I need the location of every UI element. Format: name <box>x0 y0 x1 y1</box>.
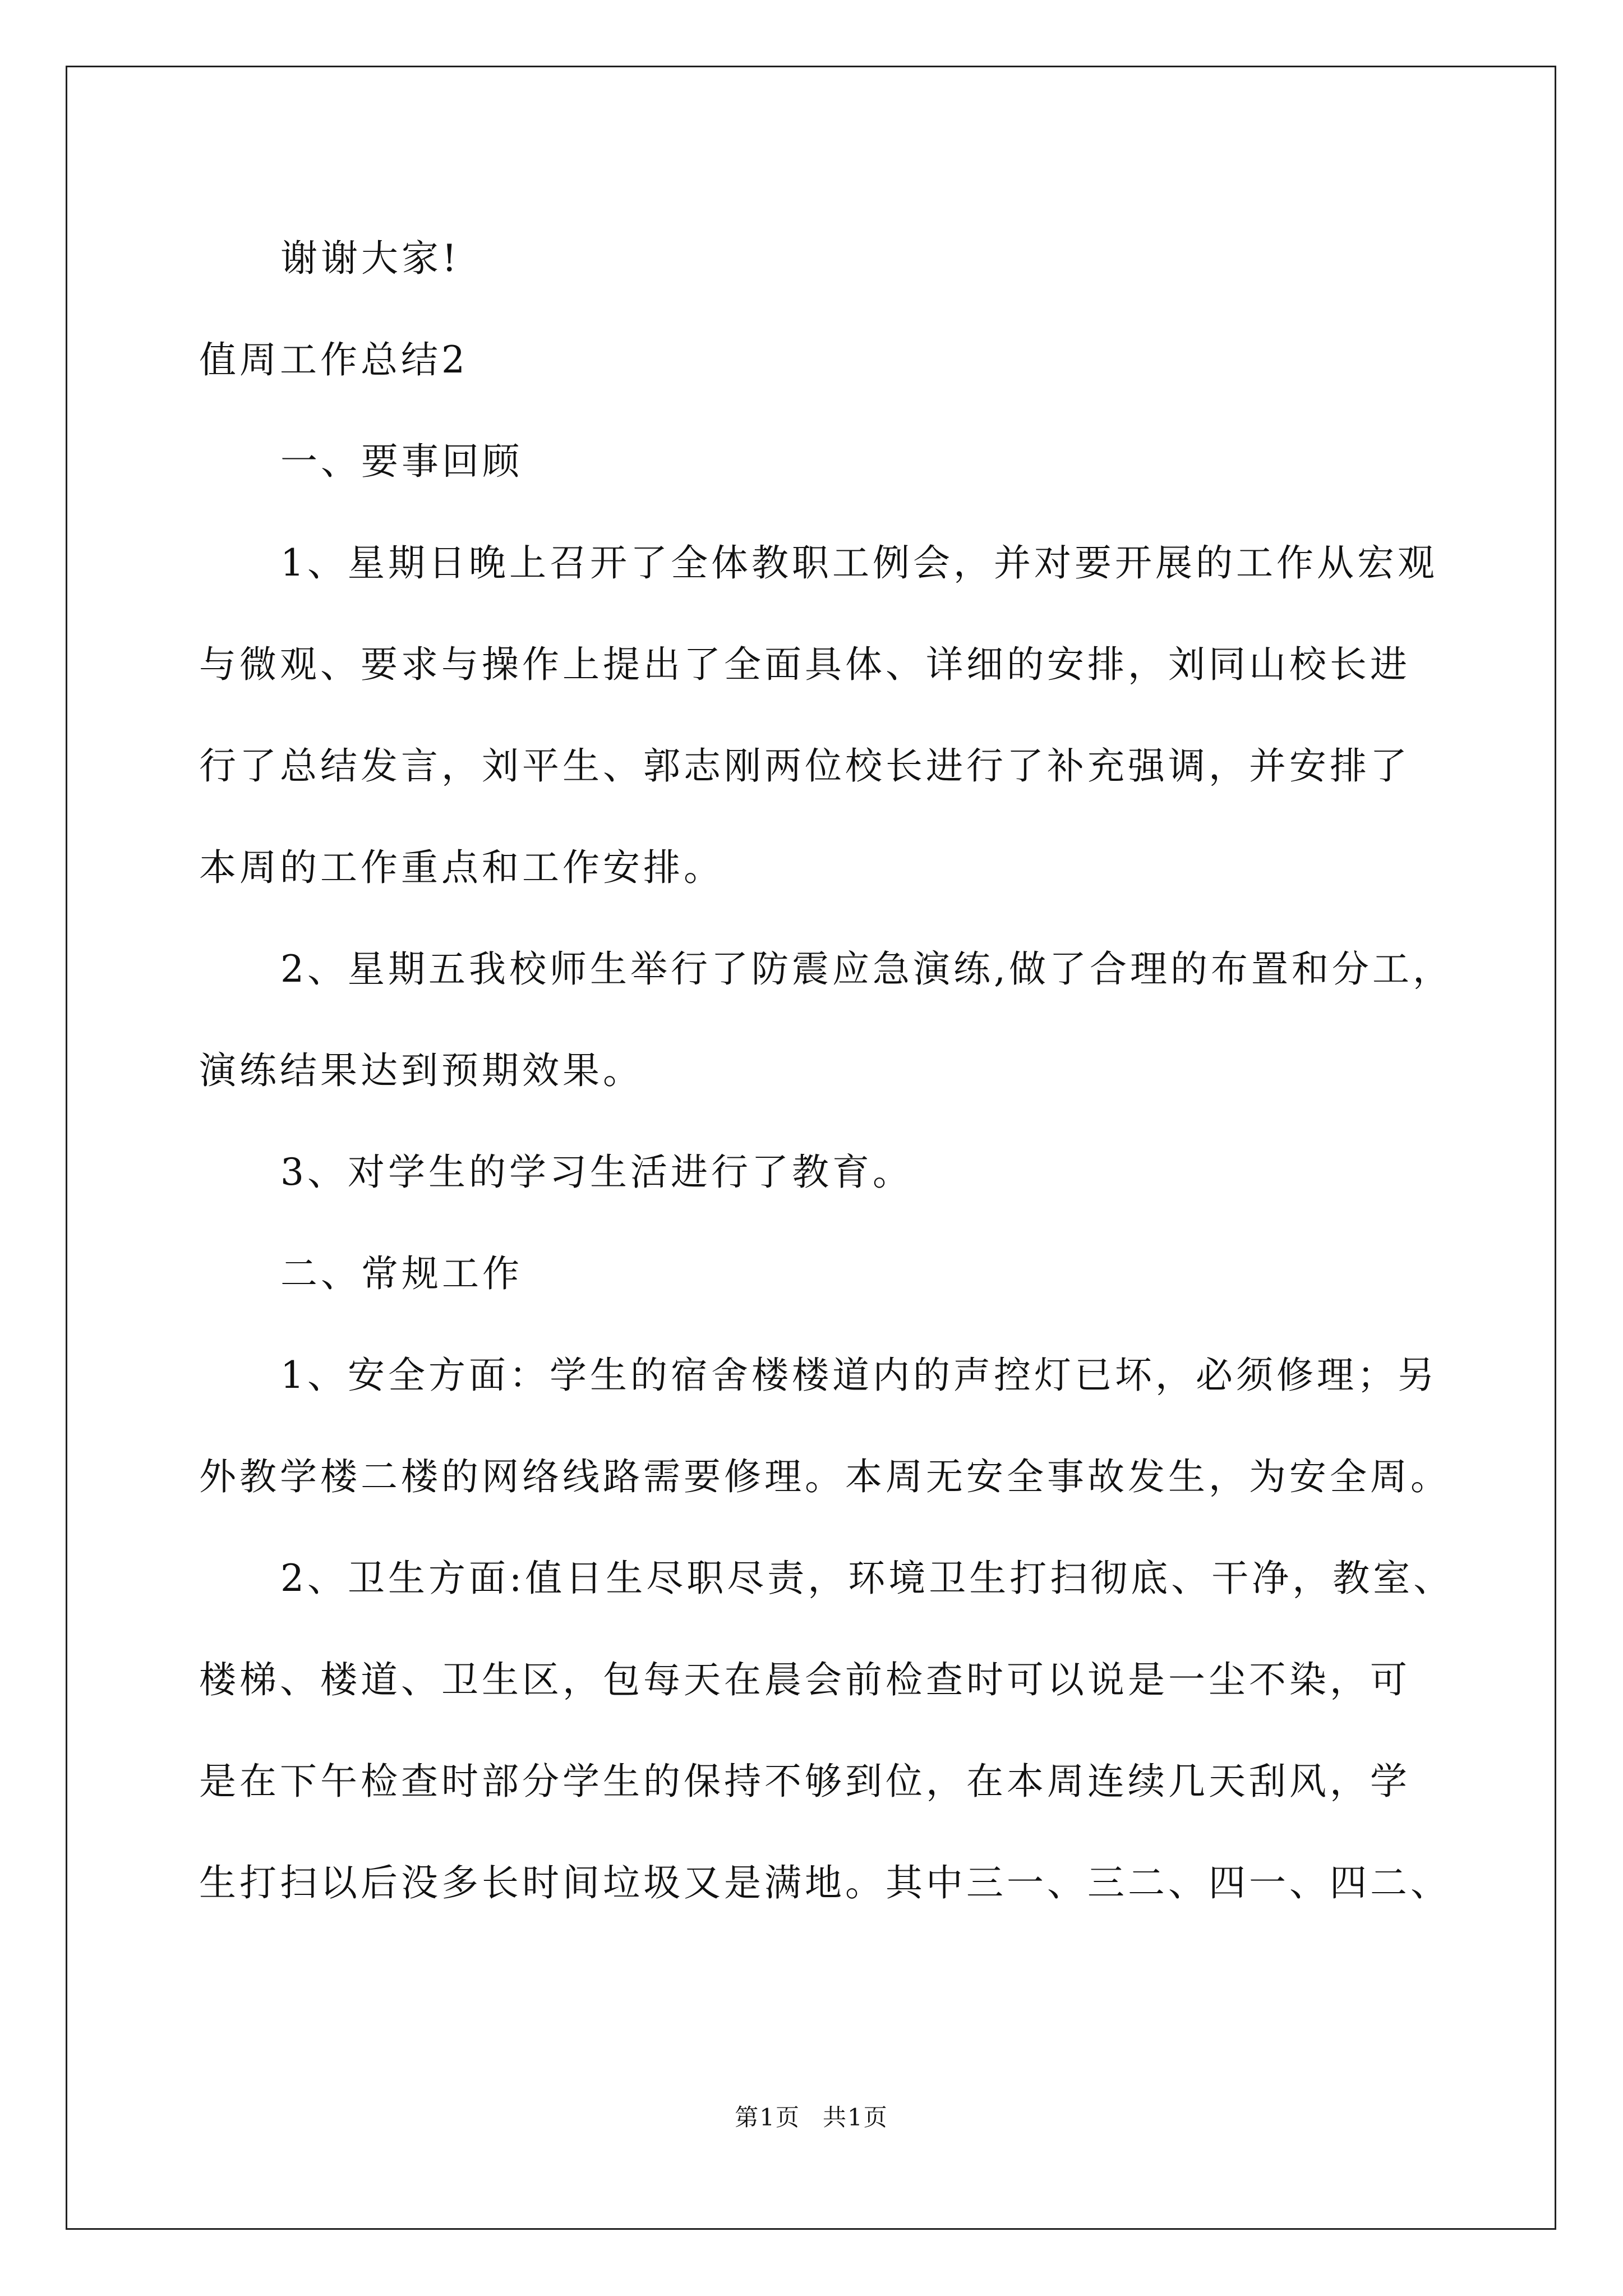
section-title: 值周工作总结2 <box>199 338 468 381</box>
page-total: 共1页 <box>823 2104 888 2131</box>
page-footer <box>0 2101 1623 2134</box>
paragraph-line: 演练结果达到预期效果。 <box>199 1049 643 1092</box>
paragraph-line: 3、对学生的学习生活进行了教育。 <box>280 1151 913 1194</box>
heading-key-review: 一、要事回顾 <box>280 440 523 483</box>
paragraph-line: 1、安全方面：学生的宿舍楼楼道内的声控灯已坏，必须修理；另 <box>280 1354 1438 1397</box>
paragraph-line: 楼梯、楼道、卫生区，包每天在晨会前检查时可以说是一尘不染，可 <box>199 1658 1410 1701</box>
paragraph-line: 行了总结发言，刘平生、郭志刚两位校长进行了补充强调，并安排了 <box>199 744 1410 788</box>
paragraph-line: 1、星期日晚上召开了全体教职工例会，并对要开展的工作从宏观 <box>280 541 1438 585</box>
page-number: 第1页 <box>735 2104 800 2131</box>
paragraph-line: 本周的工作重点和工作安排。 <box>199 846 724 889</box>
paragraph-line: 生打扫以后没多长时间垃圾又是满地。其中三一、三二、四一、四二、 <box>199 1861 1451 1904</box>
closing-line: 谢谢大家! <box>280 237 460 280</box>
paragraph-line: 是在下午检查时部分学生的保持不够到位，在本周连续几天刮风，学 <box>199 1760 1410 1803</box>
document-body <box>199 208 1454 1934</box>
paragraph-line: 2、星期五我校师生举行了防震应急演练,做了合理的布置和分工， <box>280 947 1453 991</box>
paragraph-line: 外教学楼二楼的网络线路需要修理。本周无安全事故发生，为安全周。 <box>199 1455 1451 1498</box>
paragraph-line: 2、卫生方面:值日生尽职尽责，环境卫生打扫彻底、干净，教室、 <box>280 1557 1454 1600</box>
heading-routine-work: 二、常规工作 <box>280 1252 523 1295</box>
paragraph-line: 与微观、要求与操作上提出了全面具体、详细的安排，刘同山校长进 <box>199 643 1410 686</box>
